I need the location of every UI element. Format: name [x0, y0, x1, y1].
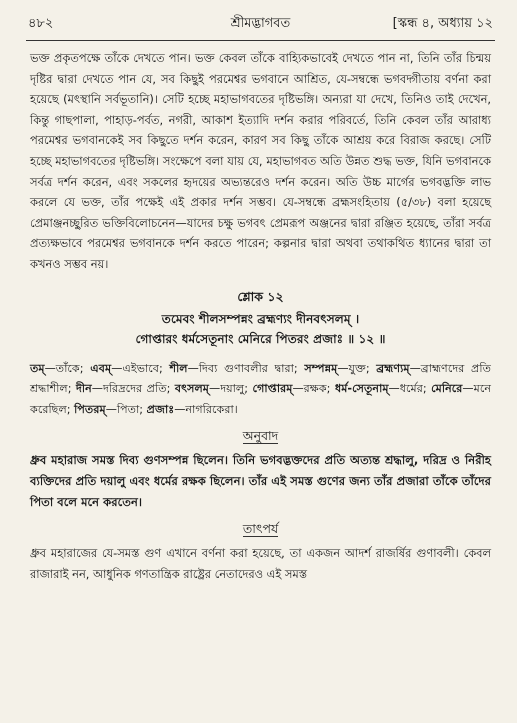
translation-text: ধ্রুব মহারাজ সমস্ত দিব্য গুণসম্পন্ন ছিলেন। তিনি ভগবদ্ভক্তদের প্রতি অত্যন্ত শ্রদ্ধালু, দরিদ্র ও নিরীহ ব্যক্তিদের প্রতি দয়ালু এবং ধর্মের রক্ষক ছিলেন। তাঁর এই সমস্ত গুণের জন্য তাঁর প্রজারা তাঁকে তাঁদের পিতা বলে মনে করতেন।: [30, 453, 491, 510]
synonym-meaning: —দরিদ্রদের প্রতি;: [91, 382, 175, 396]
synonym-meaning: —ধর্মের;: [388, 382, 432, 396]
translation-title: অনুবাদ: [242, 428, 279, 444]
synonym-word: প্রজাঃ: [146, 402, 175, 416]
book-title: শ্রীমদ্ভাগবত: [230, 16, 291, 31]
synonym-word: এবম্: [90, 361, 112, 375]
purport-continued: [30, 48, 491, 275]
synonym-meaning: —দয়ালু;: [209, 382, 253, 396]
synonym-meaning: —মনে করেছিল;: [30, 382, 491, 416]
synonyms-block: [30, 359, 491, 421]
synonym-word: বৎসলম্: [174, 382, 210, 396]
synonym-word: দীন: [76, 382, 92, 396]
page-header: [28, 14, 493, 36]
synonym-meaning: —রক্ষক;: [292, 382, 335, 396]
chapter-reference: [স্কন্ধ ৪, অধ্যায় ১২: [392, 16, 493, 31]
purport: [30, 543, 491, 584]
page-number: ৪৮২: [28, 16, 54, 31]
synonym-word: মেনিরে: [431, 382, 463, 396]
synonym-word: ধর্ম-সেতূনাম্: [334, 382, 389, 396]
synonym-meaning: —তাঁকে;: [44, 361, 91, 375]
purport-continued-text: ভক্ত প্রকৃতপক্ষে তাঁকে দেখতে পান। ভক্ত কেবল তাঁকে বাহ্যিকভাবেই দেখতে পান না, তিনি তাঁর চিন্ময় দৃষ্টির দ্বারা দেখতে পান যে, সব কিছুই পরমেশ্বর ভগবানে আশ্রিত, যে-সম্বন্ধে ভগবদ্গীতায় বর্ণনা করা হয়েছে (মৎস্থানি সর্বভূতানি)। সেটি হচ্ছে মহাভাগবতের দৃষ্টিভঙ্গি। অন্যরা যা দেখে, তিনিও তাই দেখেন, কিন্তু গাছপালা, পাহাড়-পর্বত, নগরী, আকাশ ইত্যাদি দর্শন করার পরিবর্তে, তিনি কেবল তাঁর আরাধ্য পরমেশ্বর ভগবানকেই সব কিছুতে দর্শন করেন, কারণ সব কিছু তাঁকে আশ্রয় করে বিরাজ করছে। সেটি হচ্ছে মহাভাগবতের দৃষ্টিভঙ্গি। সংক্ষেপে বলা যায় যে, মহাভাগবত অতি উন্নত শুদ্ধ ভক্ত, যিনি ভগবানকে সর্বত্র দর্শন করেন, এবং সকলের হৃদয়ের অভ্যন্তরেও দর্শন করেন। অতি উচ্চ মার্গের ভগবদ্ভক্তি লাভ করলে যে ভক্ত, তাঁর পক্ষেই এই প্রকার দর্শন সম্ভব। যে-সম্বন্ধে ব্রহ্মসংহিতায় (৫/৩৮) বলা হয়েছে প্রেমাঞ্জনচ্ছুরিত ভক্তিবিলোচনেন—যাদের চক্ষু ভগবৎ প্রেমরূপ অঞ্জনের দ্বারা রঞ্জিত হয়েছে, তাঁরা সর্বত্র প্রত্যক্ষভাবে পরমেশ্বর ভগবানকে দর্শন করতে পারেন; কল্পনার দ্বারা অথবা তথাকথিত ধ্যানের দ্বারা তা কখনও সম্ভব নয়।: [30, 51, 491, 271]
synonym-meaning: —নাগরিকেরা।: [174, 402, 238, 416]
synonym-meaning: —যুক্ত;: [337, 361, 377, 375]
synonym-word: পিতরম্: [74, 402, 106, 416]
verse-label: শ্লোক ১২: [237, 288, 284, 304]
synonym-meaning: —দিব্য গুণাবলীর দ্বারা;: [187, 361, 305, 375]
synonym-meaning: —এইভাবে;: [111, 361, 170, 375]
purport-text: ধ্রুব মহারাজের যে-সমস্ত গুণ এখানে বর্ণনা করা হয়েছে, তা একজন আদর্শ রাজর্ষির গুণাবলী। কেবল রাজারাই নন, আধুনিক গণতান্ত্রিক রাষ্ট্রের নেতাদেরও এই সমস্ত: [30, 546, 491, 581]
purport-title: তাৎপর্য: [242, 521, 279, 537]
header-rule: [26, 40, 495, 41]
translation-heading: [30, 428, 491, 450]
verse-line-2: গোপ্তারং ধর্মসেতূনাং মেনিরে পিতরং প্রজাঃ ॥ ১২ ॥: [135, 331, 386, 346]
synonym-word: সম্পন্নম্: [304, 361, 338, 375]
synonym-word: ব্রহ্মণ্যম্: [376, 361, 410, 375]
purport-heading: [30, 521, 491, 543]
verse-line-1: তমেবং শীলসম্পন্নং ব্রহ্মণ্যং দীনবৎসলম্ ।: [161, 311, 360, 326]
synonym-meaning: —পিতা;: [105, 402, 147, 416]
synonym-meaning: —ব্রাহ্মণদের প্রতি শ্রদ্ধাশীল;: [30, 361, 491, 396]
synonym-word: গোপ্তারম্: [252, 382, 293, 396]
page-body: [30, 48, 491, 584]
synonym-word: শীল: [169, 361, 188, 375]
synonym-word: তম্: [30, 361, 45, 375]
